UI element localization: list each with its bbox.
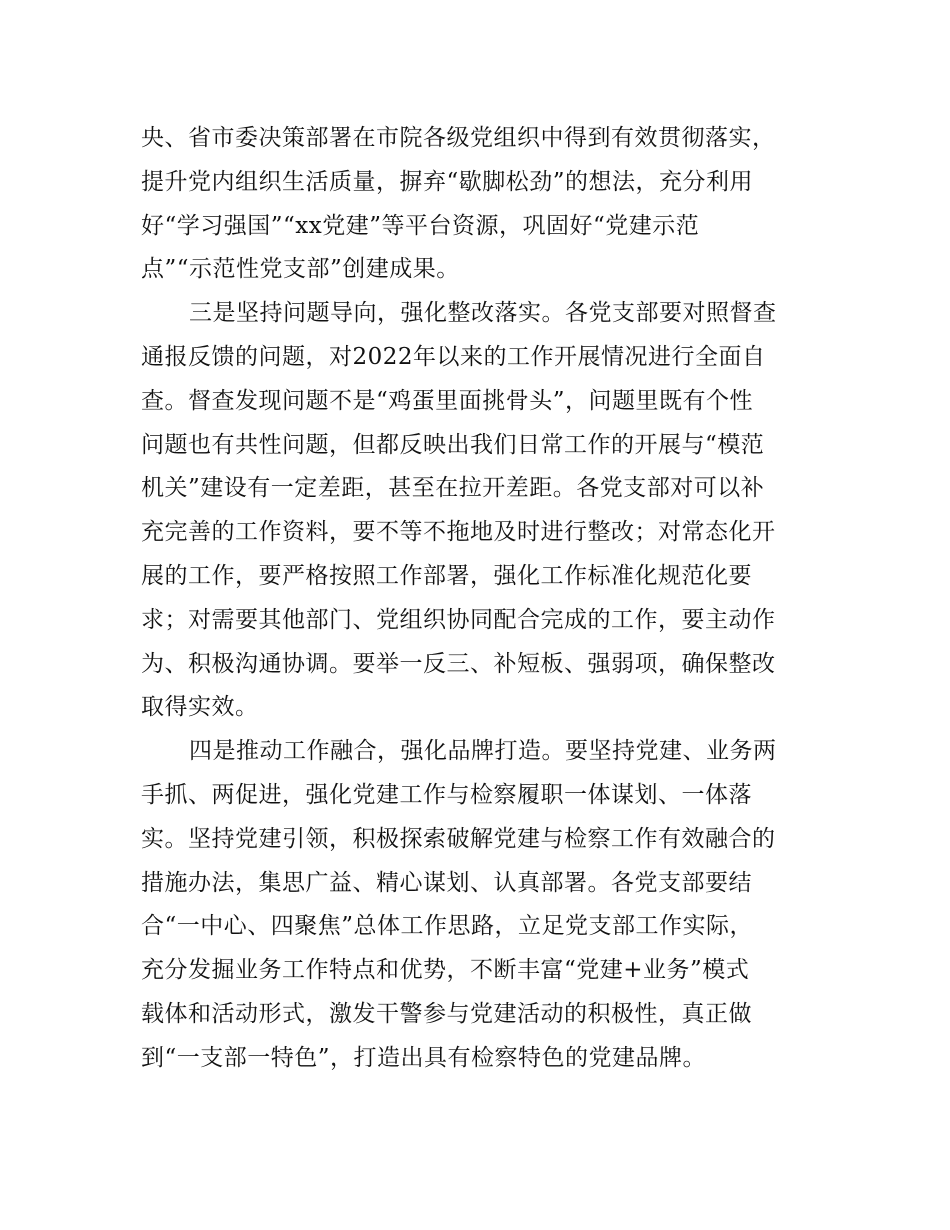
text-line: 手抓、两促进，强化党建工作与检察履职一体谋划、一体落 [141, 781, 752, 808]
paragraph-1 [141, 117, 811, 292]
text-line: 为、积极沟通协调。要举一反三、补短板、强弱项，确保整改 [141, 650, 776, 677]
text-line: 三是坚持问题导向，强化整改落实。各党支部要对照督查 [189, 300, 777, 327]
text-line: 到“一支部一特色”，打造出具有检察特色的党建品牌。 [141, 1044, 707, 1071]
text-line: 合“一中心、四聚焦”总体工作思路，立足党支部工作实际， [141, 913, 754, 940]
text-line: 提升党内组织生活质量，摒弃“歇脚松劲”的想法，充分利用 [141, 168, 754, 195]
paragraph-3 [141, 730, 811, 1080]
text-line: 央、省市委决策部署在市院各级党组织中得到有效贯彻落实， [141, 125, 776, 151]
text-line: 点”“示范性党支部”创建成果。 [141, 256, 460, 283]
text-line: 求；对需要其他部门、党组织协同配合完成的工作，要主动作 [141, 606, 776, 633]
text-line: 实。坚持党建引领，积极探索破解党建与检察工作有效融合的 [141, 825, 776, 852]
document-body [141, 117, 811, 1081]
text-line: 充完善的工作资料，要不等不拖地及时进行整改；对常态化开 [141, 519, 776, 546]
text-line: 通报反馈的问题，对2022年以来的工作开展情况进行全面自 [141, 343, 766, 370]
paragraph-2 [141, 292, 811, 730]
text-line: 好“学习强国”“xx党建”等平台资源，巩固好“党建示范 [141, 212, 700, 239]
text-line: 充分发掘业务工作特点和优势，不断丰富“党建+业务”模式 [141, 957, 750, 984]
text-line: 措施办法，集思广益、精心谋划、认真部署。各党支部要结 [141, 869, 752, 896]
text-line: 载体和活动形式，激发干警参与党建活动的积极性，真正做 [141, 1000, 752, 1027]
text-line: 展的工作，要严格按照工作部署，强化工作标准化规范化要 [141, 562, 752, 589]
text-line: 四是推动工作融合，强化品牌打造。要坚持党建、业务两 [189, 738, 777, 765]
text-line: 问题也有共性问题，但都反映出我们日常工作的开展与“模范 [141, 431, 765, 458]
text-line: 取得实效。 [141, 694, 259, 721]
text-line: 查。督查发现问题不是“鸡蛋里面挑骨头”，问题里既有个性 [141, 387, 754, 414]
text-line: 机关”建设有一定差距，甚至在拉开差距。各党支部对可以补 [141, 475, 765, 502]
